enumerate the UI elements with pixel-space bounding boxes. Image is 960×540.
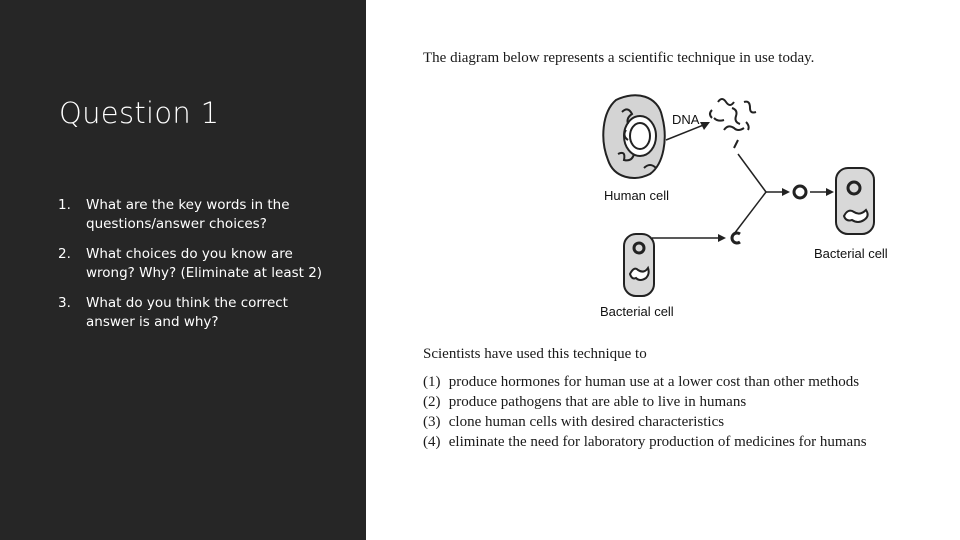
- question-item: [58, 196, 338, 234]
- choice-text: eliminate the need for laboratory production of medicines for humans: [448, 434, 867, 450]
- human-cell-icon: [603, 95, 664, 178]
- bacterial-cell-icon: [836, 168, 874, 234]
- answer-choice: [423, 432, 867, 452]
- recombinant-plasmid-icon: [794, 186, 806, 198]
- answer-choice: [423, 392, 867, 412]
- choice-text: produce hormones for human use at a lower cost than other methods: [448, 374, 860, 390]
- open-plasmid-icon: [732, 233, 740, 243]
- plasmid-arrow: [738, 154, 766, 192]
- dna-label: DNA: [672, 112, 700, 127]
- question-prompt: Scientists have used this technique to: [423, 346, 647, 362]
- arrowhead-icon: [826, 188, 834, 196]
- question-number: 3.: [58, 295, 71, 311]
- choice-text: clone human cells with desired characteristics: [448, 414, 725, 430]
- question-number: 1.: [58, 197, 71, 213]
- answer-choice-list: [423, 372, 867, 452]
- question-item: [58, 294, 338, 332]
- human-cell-label: Human cell: [604, 188, 670, 203]
- choice-number: (1): [423, 374, 441, 390]
- choice-text: produce pathogens that are able to live in humans: [448, 394, 747, 410]
- question-item: [58, 245, 338, 283]
- choice-number: (3): [423, 414, 441, 430]
- answer-choice: [423, 372, 867, 392]
- bacterial-cell-label-bottom: Bacterial cell: [600, 304, 674, 319]
- question-number: 2.: [58, 246, 71, 262]
- bacterial-cell-label-right: Bacterial cell: [814, 246, 888, 261]
- question-intro: The diagram below represents a scientific technique in use today.: [423, 50, 815, 66]
- bacterial-cell-icon: [624, 234, 654, 296]
- question-image-panel: [366, 0, 960, 540]
- arrowhead-icon: [718, 234, 726, 242]
- slide-title: Question 1: [59, 96, 220, 130]
- question-text: What choices do you know are wrong? Why? (Eliminate at least 2): [86, 246, 323, 281]
- question-list: [58, 196, 338, 343]
- choice-number: (4): [423, 434, 441, 450]
- question-text: What are the key words in the questions/answer choices?: [86, 197, 290, 232]
- choice-number: (2): [423, 394, 441, 410]
- genetic-engineering-diagram: [586, 88, 906, 328]
- dna-fragments-icon: [710, 99, 756, 148]
- question-text: What do you think the correct answer is and why?: [86, 295, 288, 330]
- answer-choice: [423, 412, 867, 432]
- arrowhead-icon: [782, 188, 790, 196]
- left-panel: [0, 0, 366, 540]
- plasmid-arrow: [734, 192, 766, 234]
